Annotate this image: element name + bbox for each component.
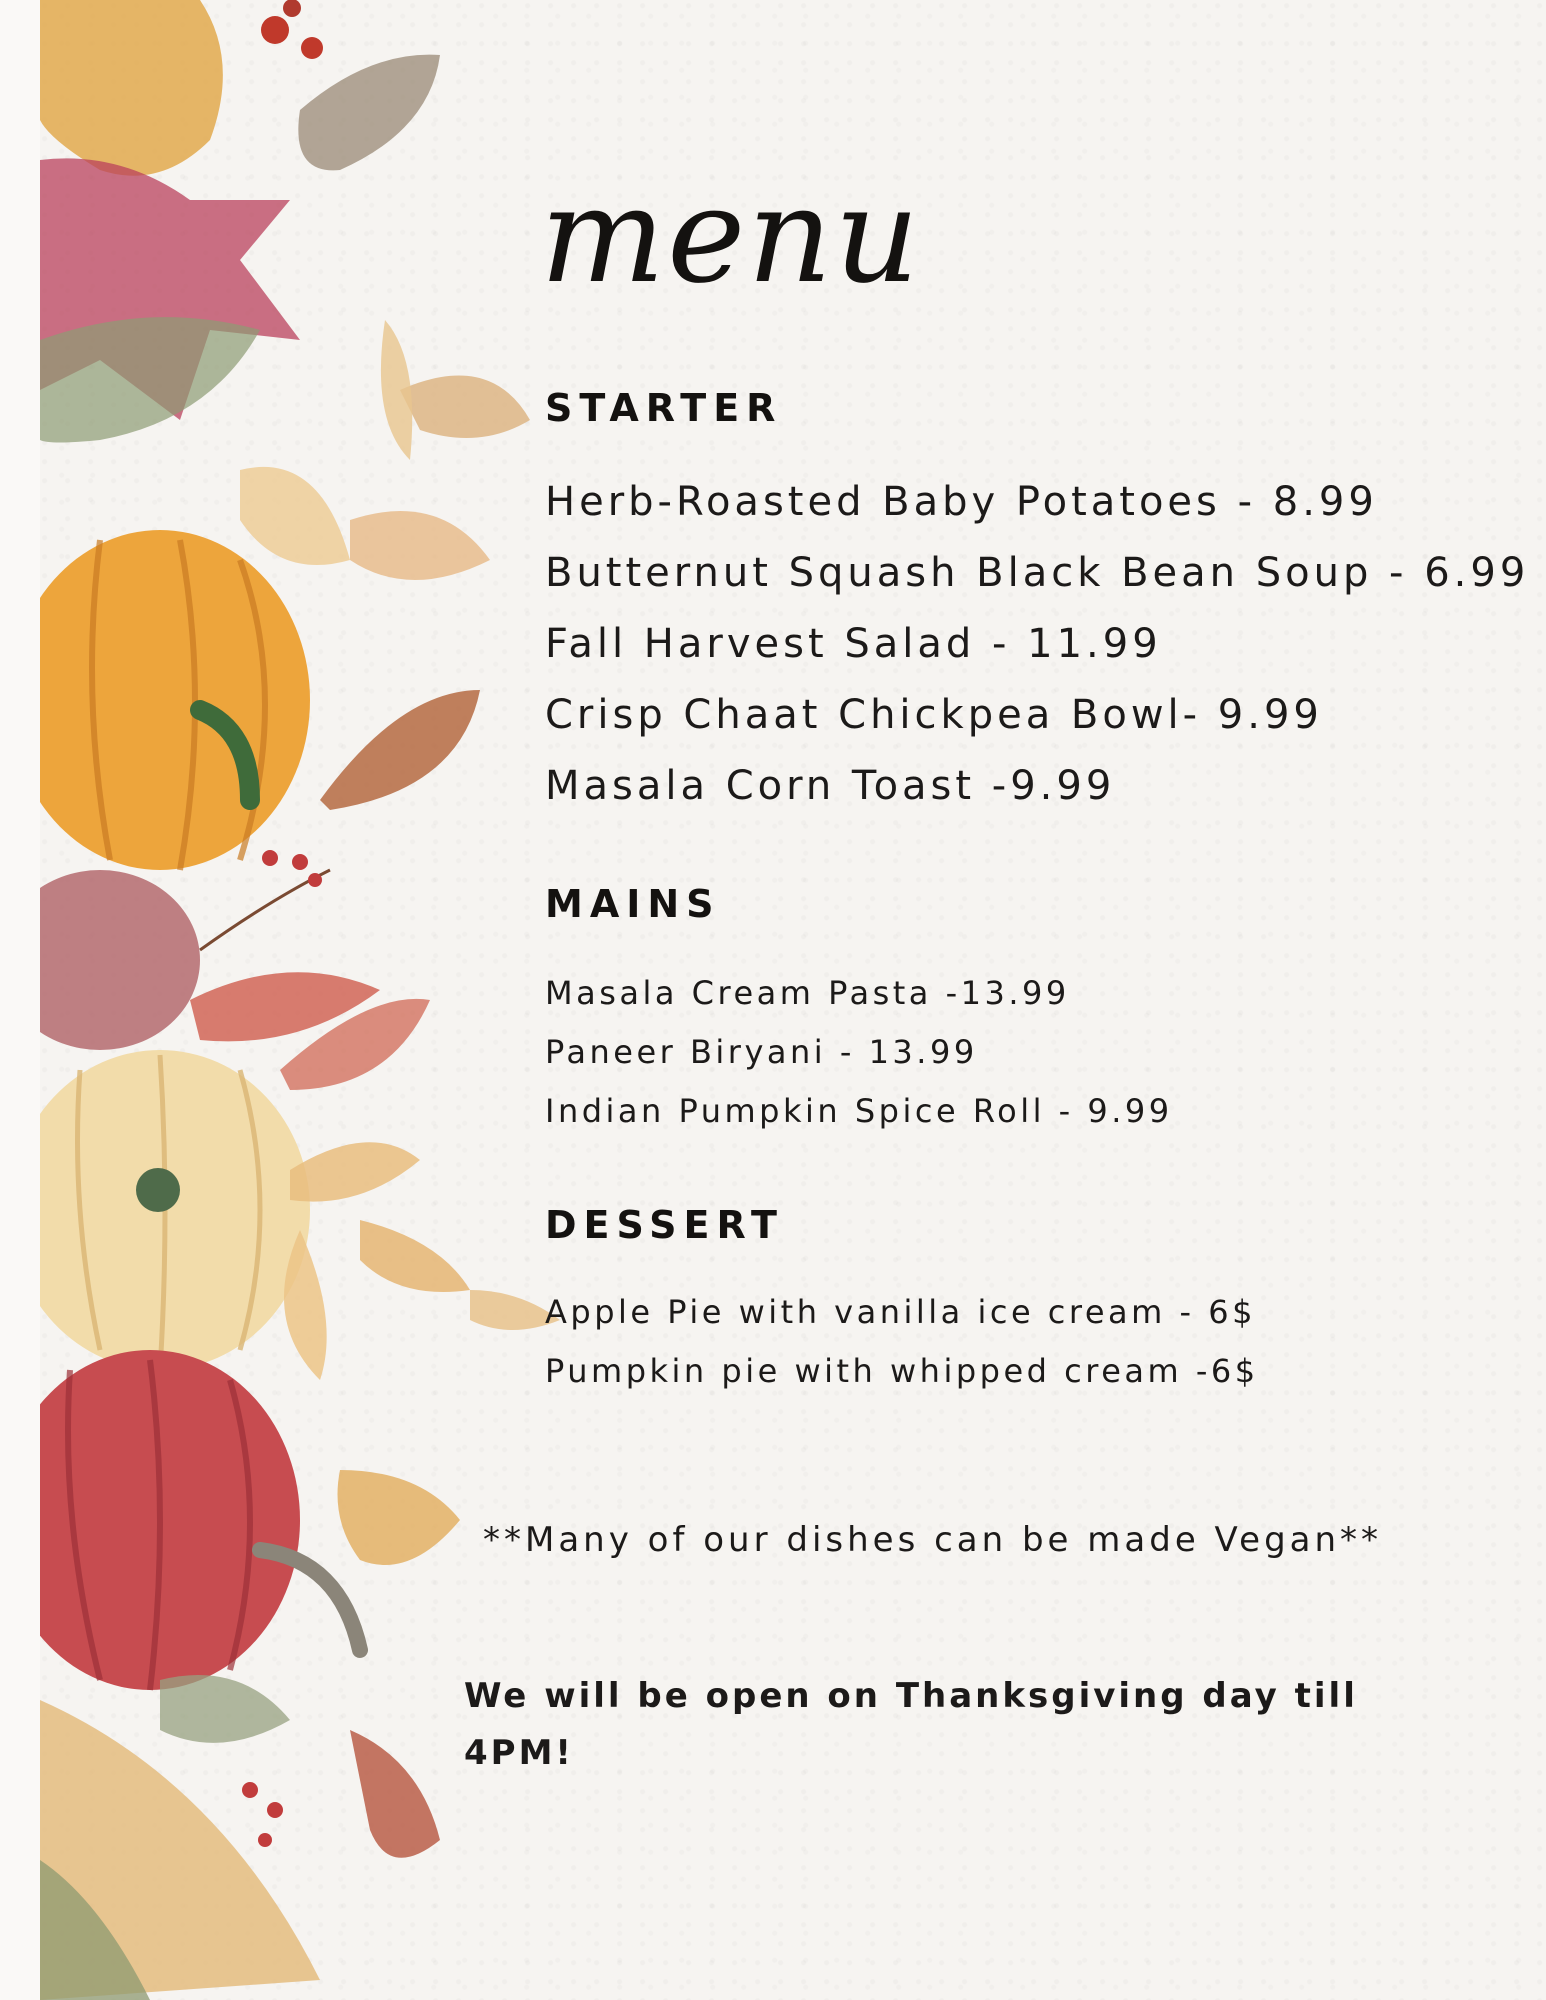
menu-title: menu [540, 159, 922, 313]
berry-icon [262, 850, 278, 866]
berry-icon [283, 0, 301, 17]
pumpkin-icon [40, 530, 310, 870]
leaf-icon [160, 1675, 290, 1743]
leaf-icon [350, 1730, 440, 1858]
leaf-icon [240, 467, 350, 565]
starter-list [545, 467, 1529, 822]
leaf-icon [338, 1470, 461, 1565]
thanksgiving-hours-note: We will be open on Thanksgiving day till 4PM! [464, 1676, 1358, 1773]
section-heading-starter: STARTER [545, 386, 783, 430]
menu-item: Fall Harvest Salad - 11.99 [545, 621, 1162, 667]
section-heading-mains: MAINS [545, 882, 721, 926]
menu-item: Indian Pumpkin Spice Roll - 9.99 [545, 1092, 1173, 1130]
leaf-icon [40, 317, 260, 442]
leaf-icon [350, 511, 490, 580]
pumpkin-icon [40, 1350, 300, 1690]
section-heading-dessert: DESSERT [545, 1203, 784, 1247]
menu-item: Paneer Biryani - 13.99 [545, 1033, 978, 1071]
pumpkin-stem-icon [136, 1168, 180, 1212]
leaf-icon [360, 1220, 470, 1292]
menu-item: Butternut Squash Black Bean Soup - 6.99 [545, 550, 1530, 596]
mains-list [545, 964, 1173, 1141]
berry-icon [258, 1833, 272, 1847]
menu-item: Pumpkin pie with whipped cream -6$ [545, 1352, 1259, 1390]
menu-item: Masala Cream Pasta -13.99 [545, 974, 1070, 1012]
dessert-list [545, 1283, 1259, 1401]
leaf-icon [290, 1142, 420, 1201]
leaf-icon [400, 375, 530, 438]
vegan-note: **Many of our dishes can be made Vegan** [483, 1520, 1383, 1560]
maple-leaf-icon [40, 0, 223, 176]
berry-icon [292, 854, 308, 870]
leaf-icon [320, 690, 480, 810]
menu-item: Herb-Roasted Baby Potatoes - 8.99 [545, 479, 1378, 525]
berry-icon [308, 873, 322, 887]
berry-icon [267, 1802, 283, 1818]
menu-item: Masala Corn Toast -9.99 [545, 763, 1116, 809]
berry-icon [242, 1782, 258, 1798]
berry-icon [261, 16, 289, 44]
berry-icon [301, 37, 323, 59]
menu-item: Apple Pie with vanilla ice cream - 6$ [545, 1293, 1256, 1331]
pumpkin-icon [40, 870, 200, 1050]
leaf-icon [298, 55, 440, 171]
menu-item: Crisp Chaat Chickpea Bowl- 9.99 [545, 692, 1323, 738]
page-margin [0, 0, 40, 2000]
leaf-icon [381, 320, 412, 460]
